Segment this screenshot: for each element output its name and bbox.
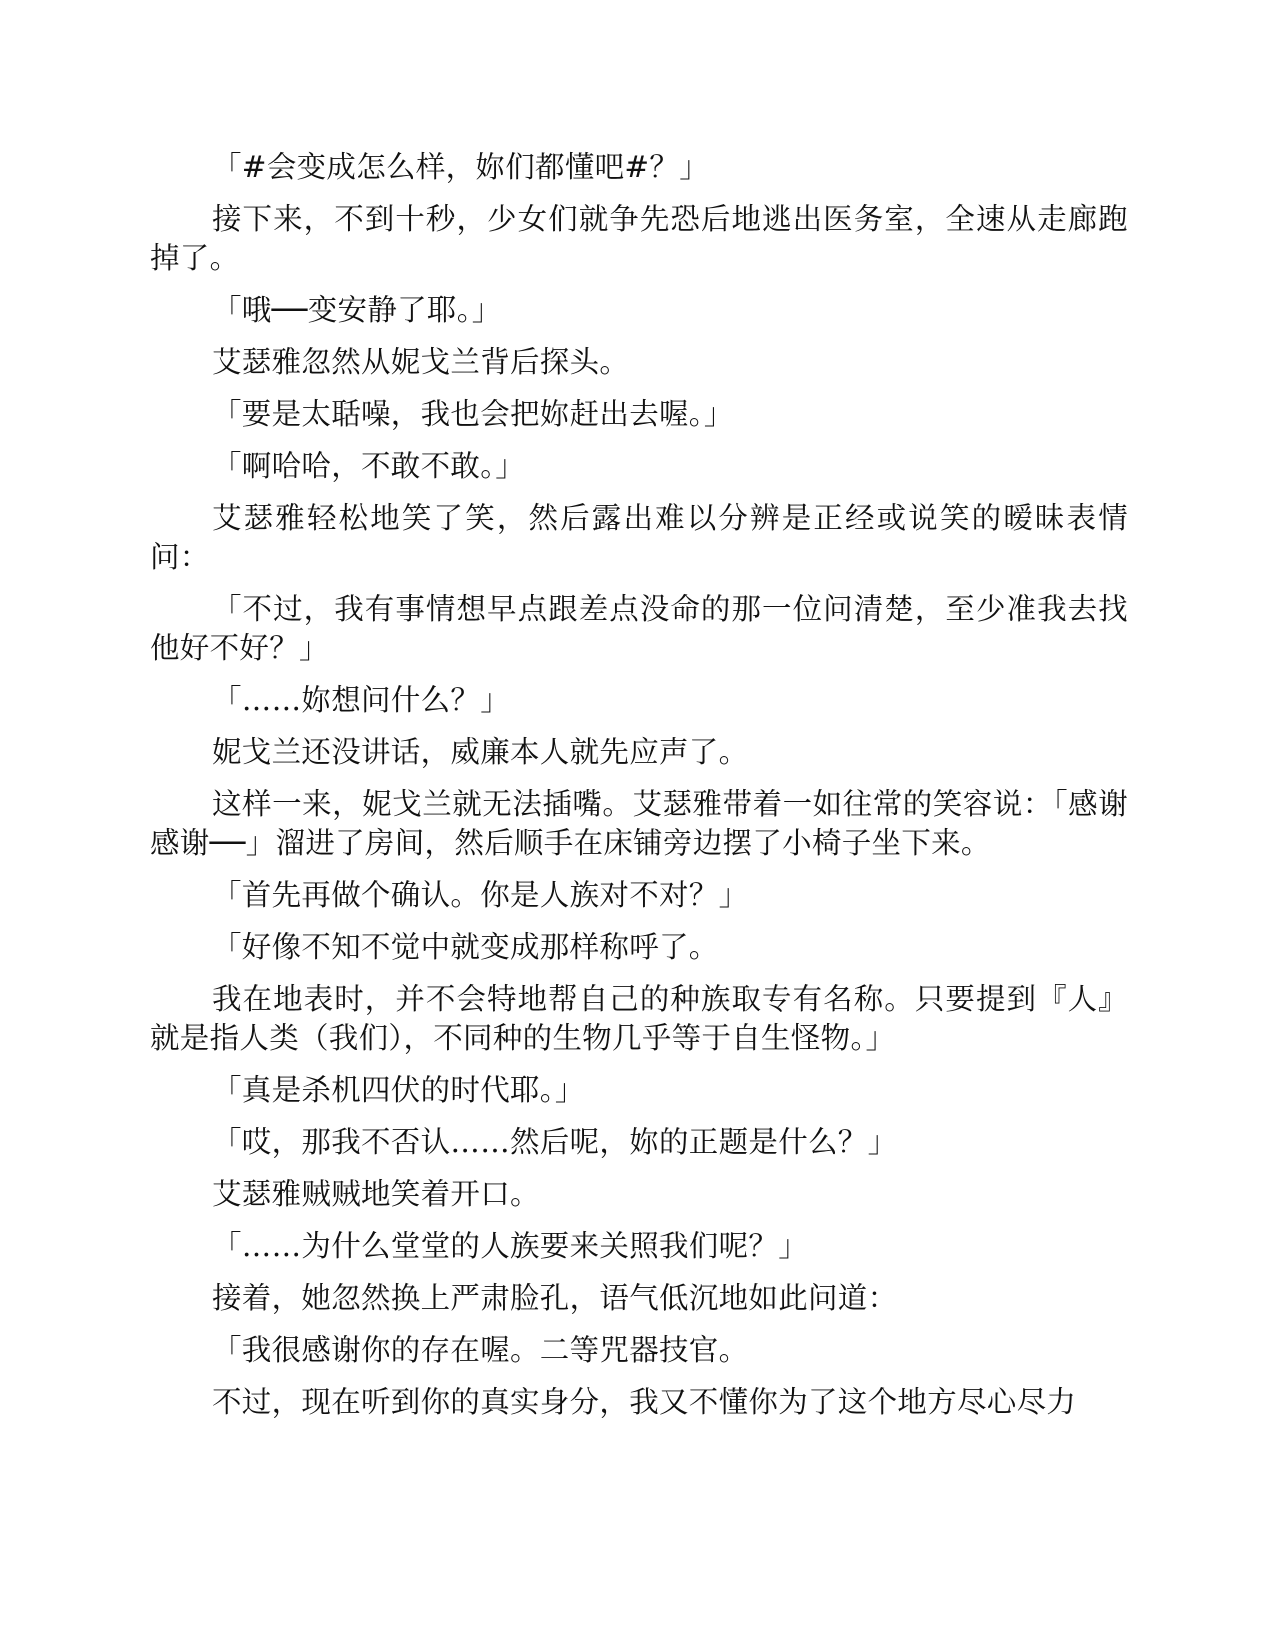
paragraph: 「……为什么堂堂的人族要来关照我们呢？」: [212, 1229, 808, 1263]
paragraph: 「要是太聒噪，我也会把妳赶出去喔。」: [212, 397, 734, 431]
paragraph: 这样一来，妮戈兰就无法插嘴。艾瑟雅带着一如往常的笑容说：「感谢感谢──」溜进了房间，然后顺手在床铺旁边摆了小椅子坐下来。: [150, 787, 1128, 860]
paragraph: 「我很感谢你的存在喔。二等咒器技官。: [212, 1333, 749, 1367]
paragraph: 「哎，那我不否认……然后呢，妳的正题是什么？」: [212, 1125, 898, 1159]
paragraph: 妮戈兰还没讲话，威廉本人就先应声了。: [212, 735, 749, 769]
paragraph: 「……妳想问什么？」: [212, 683, 510, 717]
paragraph: 「啊哈哈，不敢不敢。」: [212, 449, 526, 483]
paragraph: 艾瑟雅贼贼地笑着开口。: [212, 1177, 540, 1211]
paragraph: 「首先再做个确认。你是人族对不对？」: [212, 878, 749, 912]
paragraph: 艾瑟雅轻松地笑了笑，然后露出难以分辨是正经或说笑的暧昧表情问：: [150, 501, 1128, 574]
paragraph: 接着，她忽然换上严肃脸孔，语气低沉地如此问道：: [212, 1281, 898, 1315]
body-text: [150, 148, 1128, 1435]
paragraph: 「不过，我有事情想早点跟差点没命的那一位问清楚，至少准我去找他好不好？」: [150, 592, 1128, 665]
paragraph: 「哦──变安静了耶。」: [212, 293, 502, 327]
paragraph: 我在地表时，并不会特地帮自己的种族取专有名称。只要提到『人』就是指人类（我们），不同种的生物几乎等于自生怪物。」: [150, 982, 1128, 1055]
paragraph: 艾瑟雅忽然从妮戈兰背后探头。: [212, 345, 630, 379]
paragraph: 接下来，不到十秒，少女们就争先恐后地逃出医务室，全速从走廊跑掉了。: [150, 202, 1128, 275]
paragraph: 不过，现在听到你的真实身分，我又不懂你为了这个地方尽心尽力: [212, 1385, 1077, 1419]
paragraph: 「真是杀机四伏的时代耶。」: [212, 1073, 585, 1107]
paragraph: 「#会变成怎么样，妳们都懂吧#？」: [212, 150, 710, 184]
paragraph: 「好像不知不觉中就变成那样称呼了。: [212, 930, 719, 964]
